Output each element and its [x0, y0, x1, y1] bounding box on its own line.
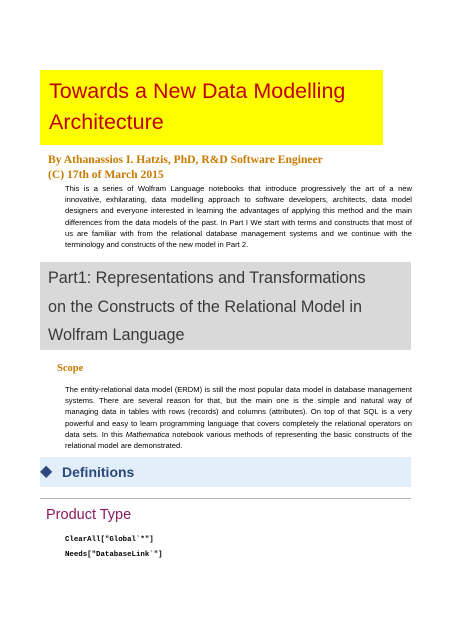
- scope-text-part-1: The entity-relational data model (ERDM) is still the most popular data model in database management systems. There are several reason for that, but the main one is the simple and natural way of managing data in tables with rows (records) and columns (attributes). On top of that SQL is a very powerful and easy to learn programming language that covers completely the relational operators on data sets. In this: [65, 385, 412, 439]
- part-heading-cell[interactable]: [40, 262, 411, 350]
- notebook-title: [49, 76, 379, 138]
- code-input-line-2[interactable]: Needs["DatabaseLink`"]: [65, 551, 163, 559]
- author-line: By Athanassios I. Hatzis, PhD, R&D Software Engineer: [48, 153, 323, 166]
- scope-heading: Scope: [57, 363, 84, 374]
- diamond-bullet-icon: ◆: [40, 463, 53, 480]
- part-heading-line-2: on the Constructs of the Relational Model in: [48, 297, 363, 316]
- part-heading-line-1: Part1: Representations and Transformations: [48, 269, 366, 287]
- section-divider: [40, 498, 411, 499]
- code-input-line-1[interactable]: ClearAll["Global`*"]: [65, 536, 154, 544]
- notebook-title-cell[interactable]: [40, 70, 383, 145]
- definitions-section-header[interactable]: [40, 457, 411, 487]
- intro-paragraph: This is a series of Wolfram Language notebooks that introduce progressively the art of a new innovative, exhilarating, data modelling approach to software developers, architects, data model designers and everyone interested in learning the advantages of applying this method and the main differences from the data models of the past. In Part I We start with terms and constructs that most of us are familiar with from the relational database management systems and we continue with the terminology and constructs of the new model in Part 2.: [65, 184, 412, 250]
- scope-text-part-2: notebook various methods of representing the basic constructs of the relational model are demonstrated.: [65, 429, 413, 451]
- title-line-2: Architecture: [49, 110, 164, 134]
- date-line: (C) 17th of March 2015: [48, 168, 164, 181]
- definitions-label: Definitions: [62, 464, 135, 480]
- part-heading: [48, 264, 410, 350]
- product-type-heading: Product Type: [46, 507, 132, 523]
- part-heading-line-3: Wolfram Language: [48, 326, 185, 344]
- scope-text-italic: Mathematica: [125, 429, 170, 439]
- title-line-1: Towards a New Data Modelling: [49, 79, 346, 103]
- scope-paragraph: [65, 384, 412, 451]
